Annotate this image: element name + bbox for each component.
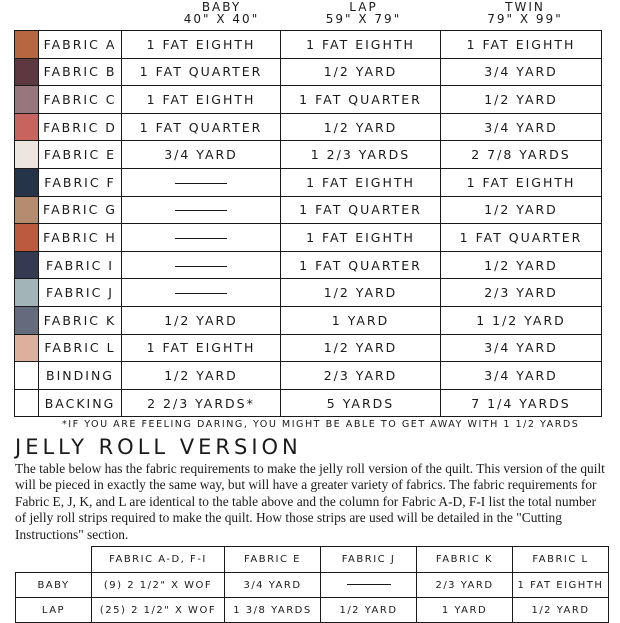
color-swatch: [15, 141, 39, 169]
header-baby: [142, 1, 301, 25]
color-swatch: [15, 58, 39, 86]
color-swatch: [15, 251, 39, 279]
dash-icon: [175, 210, 227, 211]
color-swatch: [15, 306, 39, 334]
jelly-amount-cell: 3/4 YARD: [225, 573, 321, 598]
amount-cell: 1 FAT EIGHTH: [441, 168, 602, 196]
jelly-amount-cell: 1 FAT EIGHTH: [513, 573, 609, 598]
not-needed-cell: [122, 251, 281, 279]
fabric-row: [15, 113, 602, 141]
dash-icon: [175, 293, 227, 294]
footnote: *IF YOU ARE FEELING DARING, YOU MIGHT BE ABLE TO GET AWAY WITH 1 1/2 YARDS: [62, 419, 580, 430]
jelly-amount-cell: 1/2 YARD: [321, 598, 417, 623]
fabric-name: FABRIC G: [39, 196, 122, 224]
fabric-name: FABRIC F: [39, 168, 122, 196]
color-swatch: [15, 362, 39, 390]
jelly-row-label: LAP: [16, 598, 92, 623]
fabric-row: [15, 251, 602, 279]
size-name: TWIN: [505, 0, 545, 14]
fabric-name: FABRIC I: [39, 251, 122, 279]
not-needed-cell: [122, 168, 281, 196]
not-needed-cell: [122, 196, 281, 224]
fabric-name: BINDING: [39, 362, 122, 390]
amount-cell: 1/2 YARD: [441, 251, 602, 279]
fabric-row: [15, 141, 602, 169]
amount-cell: 3/4 YARD: [122, 141, 281, 169]
amount-cell: 1 FAT EIGHTH: [281, 168, 441, 196]
color-swatch: [15, 31, 39, 59]
amount-cell: 1 FAT EIGHTH: [122, 86, 281, 114]
jelly-header: FABRIC K: [417, 547, 513, 573]
amount-cell: 1/2 YARD: [122, 362, 281, 390]
amount-cell: 1 FAT EIGHTH: [281, 224, 441, 252]
fabric-row: [15, 58, 602, 86]
amount-cell: 2 2/3 YARDS*: [122, 389, 281, 417]
amount-cell: 7 1/4 YARDS: [441, 389, 602, 417]
jelly-amount-cell: 1/2 YARD: [513, 598, 609, 623]
amount-cell: 2 7/8 YARDS: [441, 141, 602, 169]
fabric-row: [15, 389, 602, 417]
dash-icon: [175, 266, 227, 267]
dash-icon: [175, 238, 227, 239]
amount-cell: 1/2 YARD: [281, 279, 441, 307]
fabric-name: FABRIC J: [39, 279, 122, 307]
color-swatch: [15, 196, 39, 224]
not-needed-cell: [122, 279, 281, 307]
fabric-name: FABRIC A: [39, 31, 122, 59]
jelly-amount-cell: (9) 2 1/2" X WOF: [92, 573, 225, 598]
fabric-row: [15, 279, 602, 307]
jelly-roll-title: JELLY ROLL VERSION: [15, 435, 302, 459]
fabric-name: BACKING: [39, 389, 122, 417]
amount-cell: 1 FAT QUARTER: [122, 113, 281, 141]
fabric-row: [15, 334, 602, 362]
jelly-table-body: [16, 573, 609, 623]
fabric-name: FABRIC K: [39, 306, 122, 334]
not-needed-cell: [122, 224, 281, 252]
color-swatch: [15, 334, 39, 362]
color-swatch: [15, 224, 39, 252]
header-lap: [284, 1, 443, 25]
color-swatch: [15, 113, 39, 141]
header-twin: [445, 1, 605, 25]
jelly-amount-cell: 1 3/8 YARDS: [225, 598, 321, 623]
fabric-name: FABRIC E: [39, 141, 122, 169]
fabric-name: FABRIC H: [39, 224, 122, 252]
color-swatch: [15, 86, 39, 114]
color-swatch: [15, 389, 39, 417]
fabric-row: [15, 306, 602, 334]
color-swatch: [15, 279, 39, 307]
amount-cell: 3/4 YARD: [441, 334, 602, 362]
fabric-row: [15, 168, 602, 196]
amount-cell: 1 FAT EIGHTH: [441, 31, 602, 59]
fabric-row: [15, 86, 602, 114]
amount-cell: 1/2 YARD: [281, 334, 441, 362]
fabric-name: FABRIC L: [39, 334, 122, 362]
jelly-header: FABRIC L: [513, 547, 609, 573]
jelly-row-label: BABY: [16, 573, 92, 598]
jelly-header: FABRIC A-D, F-I: [92, 547, 225, 573]
jelly-amount-cell: 2/3 YARD: [417, 573, 513, 598]
color-swatch: [15, 168, 39, 196]
amount-cell: 5 YARDS: [281, 389, 441, 417]
amount-cell: 3/4 YARD: [441, 58, 602, 86]
jelly-roll-table: [15, 546, 609, 623]
size-name: BABY: [201, 0, 242, 14]
amount-cell: 1 FAT QUARTER: [281, 196, 441, 224]
amount-cell: 3/4 YARD: [441, 113, 602, 141]
fabric-row: [15, 224, 602, 252]
size-name: LAP: [349, 0, 378, 14]
fabric-name: FABRIC C: [39, 86, 122, 114]
fabric-row: [15, 31, 602, 59]
fabric-table-body: [15, 31, 602, 417]
amount-cell: 2/3 YARD: [441, 279, 602, 307]
amount-cell: 1 FAT QUARTER: [441, 224, 602, 252]
amount-cell: 1 2/3 YARDS: [281, 141, 441, 169]
amount-cell: 1/2 YARD: [122, 306, 281, 334]
jelly-amount-cell: (25) 2 1/2" X WOF: [92, 598, 225, 623]
amount-cell: 3/4 YARD: [441, 362, 602, 390]
amount-cell: 1 FAT QUARTER: [281, 251, 441, 279]
fabric-row: [15, 362, 602, 390]
jelly-header: FABRIC J: [321, 547, 417, 573]
amount-cell: 1/2 YARD: [441, 86, 602, 114]
blank-corner: [16, 547, 92, 573]
amount-cell: 1/2 YARD: [281, 113, 441, 141]
amount-cell: 1 FAT EIGHTH: [281, 31, 441, 59]
not-needed-cell: [321, 573, 417, 598]
fabric-name: FABRIC B: [39, 58, 122, 86]
amount-cell: 1 FAT QUARTER: [281, 86, 441, 114]
dash-icon: [347, 584, 391, 585]
amount-cell: 2/3 YARD: [281, 362, 441, 390]
jelly-roll-description: The table below has the fabric requirements to make the jelly roll version of the quilt. This version of the quilt will be pieced in exactly the same way, but will have a greater variety of fabrics. The fabric requirements for Fabric E, J, K, and L are identical to the table above and the column for Fabric A-D, F-I list the total number of jelly roll strips required to make the quilt. How those strips are used will be detailed in the "Cutting Instructions" section.: [15, 461, 605, 542]
size-dims: 79" X 99": [487, 12, 563, 26]
amount-cell: 1 YARD: [281, 306, 441, 334]
amount-cell: 1/2 YARD: [281, 58, 441, 86]
amount-cell: 1 FAT EIGHTH: [122, 31, 281, 59]
amount-cell: 1 FAT EIGHTH: [122, 334, 281, 362]
fabric-name: FABRIC D: [39, 113, 122, 141]
amount-cell: 1/2 YARD: [441, 196, 602, 224]
jelly-amount-cell: 1 YARD: [417, 598, 513, 623]
jelly-header-row: [16, 547, 609, 573]
amount-cell: 1 1/2 YARD: [441, 306, 602, 334]
dash-icon: [175, 183, 227, 184]
amount-cell: 1 FAT QUARTER: [122, 58, 281, 86]
size-dims: 59" X 79": [325, 12, 402, 26]
fabric-requirements-table: [14, 30, 602, 417]
jelly-header: FABRIC E: [225, 547, 321, 573]
size-dims: 40" X 40": [183, 12, 260, 26]
fabric-row: [15, 196, 602, 224]
jelly-row: [16, 573, 609, 598]
jelly-row: [16, 598, 609, 623]
